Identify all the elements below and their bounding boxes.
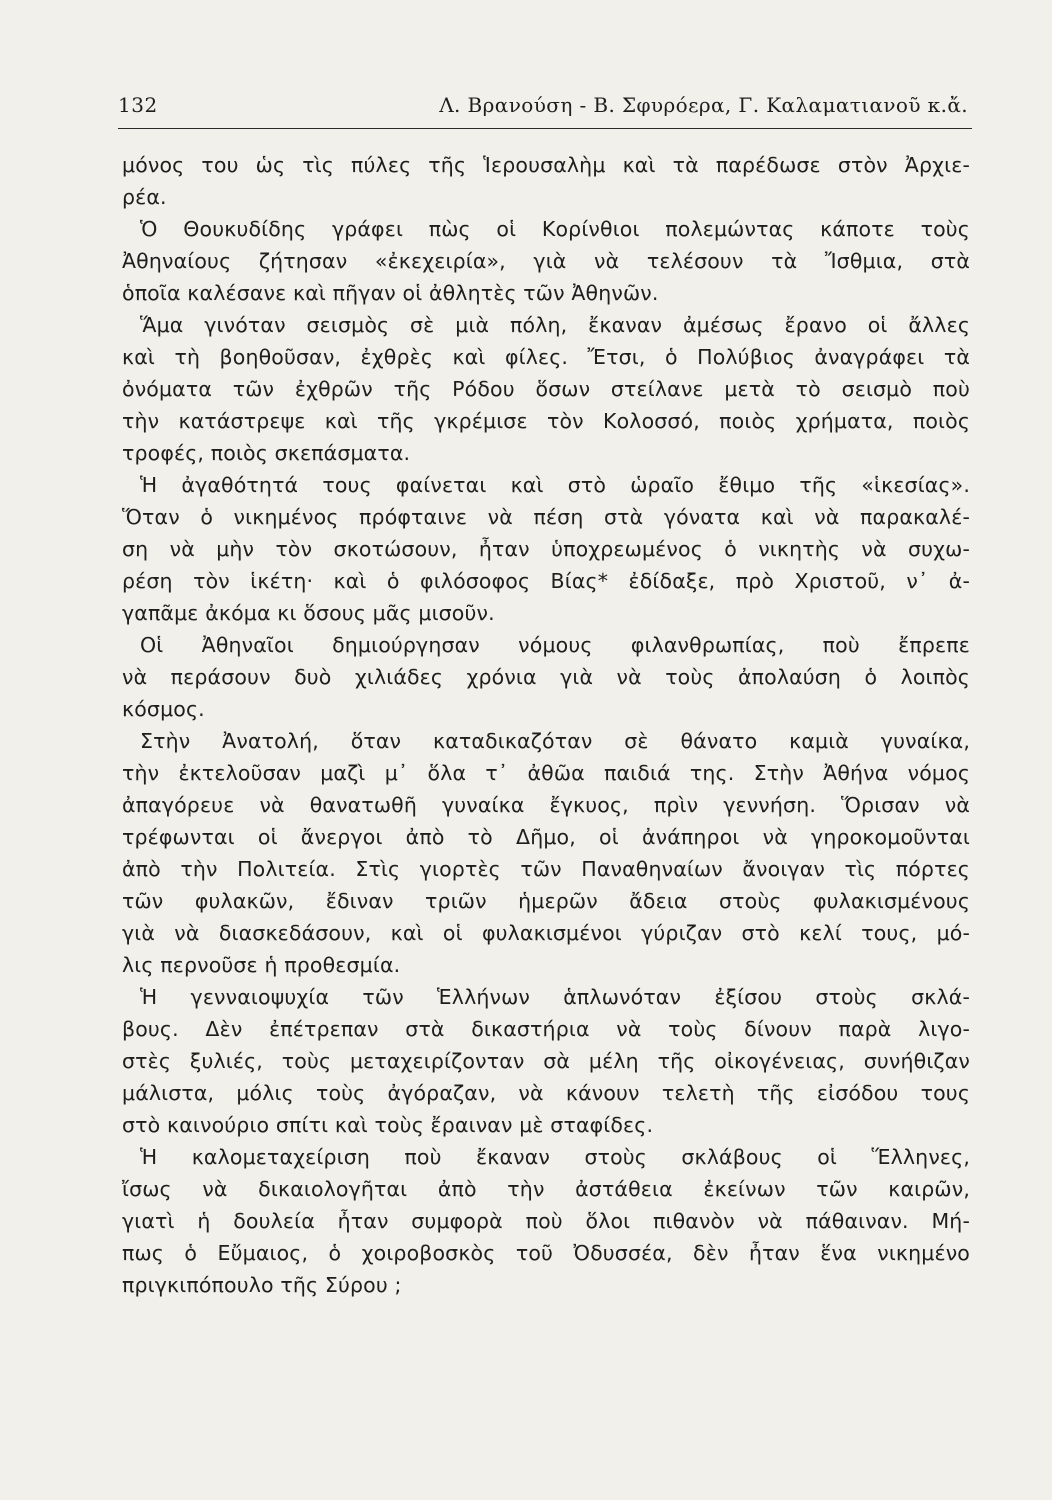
text-line: Ἡ γενναιοψυχία τῶν Ἑλλήνων ἁπλωνόταν ἐξίσου στοὺς σκλά-: [140, 985, 970, 1009]
text-line: Στὴν Ἀνατολή, ὅταν καταδικαζόταν σὲ θάνατο καμιὰ γυναίκα,: [140, 729, 970, 753]
text-line: ση νὰ μὴν τὸν σκοτώσουν, ἦταν ὑποχρεωμένος ὁ νικητὴς νὰ συχω-: [122, 537, 970, 561]
text-line: μόνος του ὡς τὶς πύλες τῆς Ἱερουσαλὴμ καὶ τὰ παρέδωσε στὸν Ἀρχιε-: [122, 153, 970, 177]
body-text: [122, 149, 970, 1301]
text-line: ὀνόματα τῶν ἐχθρῶν τῆς Ρόδου ὅσων στείλανε μετὰ τὸ σεισμὸ ποὺ: [122, 377, 970, 401]
text-line: ἀπαγόρευε νὰ θανατωθῆ γυναίκα ἔγκυος, πρὶν γεννήση. Ὅρισαν νὰ: [122, 793, 970, 817]
text-line: καὶ τὴ βοηθοῦσαν, ἐχθρὲς καὶ φίλες. Ἔτσι, ὁ Πολύβιος ἀναγράφει τὰ: [122, 345, 970, 369]
text-line: στὸ καινούριο σπίτι καὶ τοὺς ἔραιναν μὲ σταφίδες.: [122, 1113, 654, 1137]
text-line: Ἅμα γινόταν σεισμὸς σὲ μιὰ πόλη, ἔκαναν ἀμέσως ἔρανο οἱ ἄλλες: [140, 313, 970, 337]
text-line: Ὅταν ὁ νικημένος πρόφταινε νὰ πέση στὰ γόνατα καὶ νὰ παρακαλέ-: [122, 505, 970, 529]
text-line: ἀπὸ τὴν Πολιτεία. Στὶς γιορτὲς τῶν Παναθηναίων ἄνοιγαν τὶς πόρτες: [122, 857, 970, 881]
text-line: Ἡ καλομεταχείριση ποὺ ἔκαναν στοὺς σκλάβους οἱ Ἕλληνες,: [140, 1145, 970, 1169]
text-line: Ὁ Θουκυδίδης γράφει πὼς οἱ Κορίνθιοι πολεμώντας κάποτε τοὺς: [140, 217, 970, 241]
text-line: ἴσως νὰ δικαιολογῆται ἀπὸ τὴν ἀστάθεια ἐκείνων τῶν καιρῶν,: [122, 1177, 970, 1201]
text-line: τρέφωνται οἱ ἄνεργοι ἀπὸ τὸ Δῆμο, οἱ ἀνάπηροι νὰ γηροκομοῦνται: [122, 825, 970, 849]
text-line: Ἡ ἀγαθότητά τους φαίνεται καὶ στὸ ὡραῖο ἔθιμο τῆς «ἱκεσίας».: [140, 473, 970, 497]
text-line: ρέση τὸν ἱκέτη· καὶ ὁ φιλόσοφος Βίας* ἐδίδαξε, πρὸ Χριστοῦ, ν᾽ ἀ-: [122, 569, 970, 593]
text-line: λις περνοῦσε ἡ προθεσμία.: [122, 953, 401, 977]
text-line: τροφές, ποιὸς σκεπάσματα.: [122, 441, 411, 465]
text-line: ρέα.: [122, 185, 167, 209]
page-number: 132: [118, 93, 158, 117]
text-line: τῶν φυλακῶν, ἔδιναν τριῶν ἡμερῶν ἄδεια στοὺς φυλακισμένους: [122, 889, 970, 913]
text-line: κόσμος.: [122, 697, 205, 721]
text-line: στὲς ξυλιές, τοὺς μεταχειρίζονταν σὰ μέλη τῆς οἰκογένειας, συνήθιζαν: [122, 1049, 970, 1073]
running-head: Λ. Βρανούση - Β. Σφυρόερα, Γ. Καλαματιανοῦ κ.ἄ.: [439, 93, 968, 117]
text-line: ὁποῖα καλέσανε καὶ πῆγαν οἱ ἀθλητὲς τῶν Ἀθηνῶν.: [122, 281, 659, 305]
text-line: πως ὁ Εὔμαιος, ὁ χοιροβοσκὸς τοῦ Ὀδυσσέα, δὲν ἦταν ἕνα νικημένο: [122, 1241, 970, 1265]
text-line: πριγκιπόπουλο τῆς Σύρου ;: [122, 1273, 402, 1297]
text-line: τὴν ἐκτελοῦσαν μαζὶ μ᾽ ὅλα τ᾽ ἀθῶα παιδιά της. Στὴν Ἀθήνα νόμος: [122, 761, 970, 785]
text-line: βους. Δὲν ἐπέτρεπαν στὰ δικαστήρια νὰ τοὺς δίνουν παρὰ λιγο-: [122, 1017, 970, 1041]
text-line: γαπᾶμε ἀκόμα κι ὅσους μᾶς μισοῦν.: [122, 601, 495, 625]
text-line: νὰ περάσουν δυὸ χιλιάδες χρόνια γιὰ νὰ τοὺς ἀπολαύση ὁ λοιπὸς: [122, 665, 970, 689]
text-line: γιατὶ ἡ δουλεία ἦταν συμφορὰ ποὺ ὅλοι πιθανὸν νὰ πάθαιναν. Μή-: [122, 1209, 970, 1233]
text-line: μάλιστα, μόλις τοὺς ἀγόραζαν, νὰ κάνουν τελετὴ τῆς εἰσόδου τους: [122, 1081, 970, 1105]
text-line: τὴν κατάστρεψε καὶ τῆς γκρέμισε τὸν Κολοσσό, ποιὸς χρήματα, ποιὸς: [122, 409, 970, 433]
page-header: [118, 92, 972, 129]
text-line: γιὰ νὰ διασκεδάσουν, καὶ οἱ φυλακισμένοι γύριζαν στὸ κελί τους, μό-: [122, 921, 970, 945]
text-line: Οἱ Ἀθηναῖοι δημιούργησαν νόμους φιλανθρωπίας, ποὺ ἔπρεπε: [140, 633, 970, 657]
text-line: Ἀθηναίους ζήτησαν «ἐκεχειρία», γιὰ νὰ τελέσουν τὰ Ἴσθμια, στὰ: [122, 249, 970, 273]
